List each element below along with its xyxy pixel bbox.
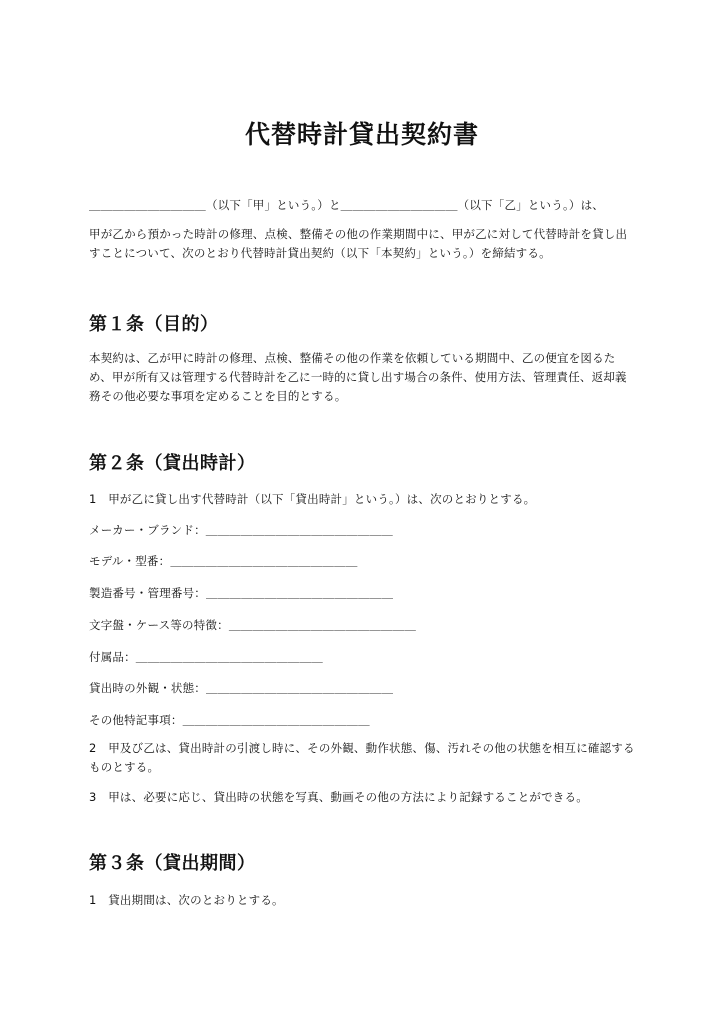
article-3-heading: 第３条（貸出期間） <box>89 853 256 874</box>
field-accessories: 付属品：＿＿＿＿＿＿＿＿＿＿＿＿＿＿＿＿ <box>89 650 323 664</box>
field-maker-brand: メーカー・ブランド：＿＿＿＿＿＿＿＿＿＿＿＿＿＿＿＿ <box>89 523 393 537</box>
article-2-clause-1: 1 甲が乙に貸し出す代替時計（以下「貸出時計」という。）は、次のとおりとする。 <box>89 492 536 506</box>
preamble-paragraph: 甲が乙から預かった時計の修理、点検、整備その他の作業期間中に、甲が乙に対して代替時計を貸し出すことについて、次のとおり代替時計貸出契約（以下「本契約」という。）を締結する。 <box>89 227 628 260</box>
article-3-clause-1: 1 貸出期間は、次のとおりとする。 <box>89 893 284 907</box>
document-title: 代替時計貸出契約書 <box>244 120 479 149</box>
article-1-heading: 第１条（目的） <box>89 314 219 335</box>
field-model-number: モデル・型番：＿＿＿＿＿＿＿＿＿＿＿＿＿＿＿＿ <box>89 554 358 568</box>
article-2-clause-3: 3 甲は、必要に応じ、貸出時の状態を写真、動画その他の方法により記録することができる。 <box>89 790 588 804</box>
article-2-heading: 第２条（貸出時計） <box>89 453 256 474</box>
field-dial-case-features: 文字盤・ケース等の特徴：＿＿＿＿＿＿＿＿＿＿＿＿＿＿＿＿ <box>89 618 417 632</box>
field-condition: 貸出時の外観・状態：＿＿＿＿＿＿＿＿＿＿＿＿＿＿＿＿ <box>89 681 394 695</box>
parties-line: ＿＿＿＿＿＿＿＿＿＿（以下「甲」という。）と＿＿＿＿＿＿＿＿＿＿（以下「乙」という。）は、 <box>89 198 604 212</box>
article-1-body: 本契約は、乙が甲に時計の修理、点検、整備その他の作業を依頼している期間中、乙の便宜を図るため、甲が所有又は管理する代替時計を乙に一時的に貸し出す場合の条件、使用方法、管理責任、返却義務その他必要な事項を定めることを目的とする。 <box>89 351 627 403</box>
field-special-notes: その他特記事項：＿＿＿＿＿＿＿＿＿＿＿＿＿＿＿＿ <box>89 713 370 727</box>
article-2-clause-2: 2 甲及び乙は、貸出時計の引渡し時に、その外観、動作状態、傷、汚れその他の状態を相互に確認するものとする。 <box>89 741 635 774</box>
field-serial-number: 製造番号・管理番号：＿＿＿＿＿＿＿＿＿＿＿＿＿＿＿＿ <box>89 586 394 600</box>
